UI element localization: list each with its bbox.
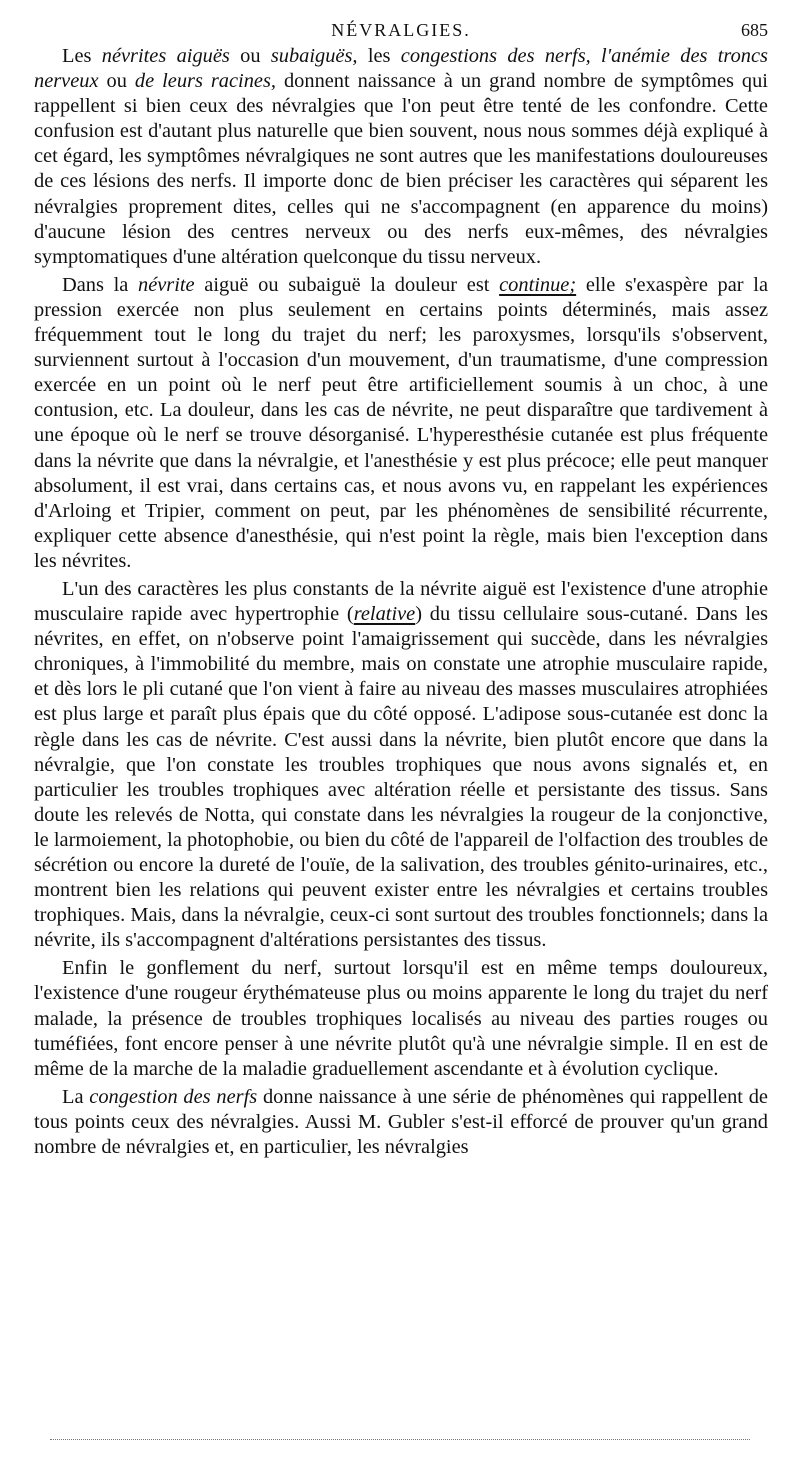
text-run: La xyxy=(62,1085,90,1108)
text-run: ou xyxy=(98,70,135,93)
page-header xyxy=(34,20,768,44)
text-run: l'anémie des troncs nerveux xyxy=(34,45,768,93)
text-run: congestion des nerfs xyxy=(89,1085,258,1108)
text-run: Enfin le gonflement du nerf, surtout lorsqu'il est en même temps douloureux, l'existence d'une rougeur érythémateuse plus ou moins apparente le long du trajet du nerf malade, la présence de troubles trophiques localisés au niveau des parties rouges ou tuméfiées, font encore penser à une névrite plutôt qu'à une névralgie simple. Il en est de même de la marche de la maladie graduellement ascendante et à évolution cyclique. xyxy=(34,957,768,1080)
text-run: de leurs racines, xyxy=(134,70,276,93)
paragraph-1 xyxy=(34,44,768,270)
paragraph-5 xyxy=(34,1085,768,1160)
paragraph-4 xyxy=(34,956,768,1081)
text-run: elle s'exaspère par la pression exercée non plus seulement en certains points déterminés, mais assez fréquemment tout le long du trajet du nerf; les paroxysmes, lorsqu'ils s'observent, surviennent surtout à l'occasion d'un mouvement, d'un traumatisme, d'une compression exercée en un point où le nerf peut être artificiellement soumis à un choc, à une contusion, etc. La douleur, dans les cas de névrite, ne peut disparaître que tardivement à une époque où le nerf se trouve désorganisé. L'hyperesthésie cutanée est plus fréquente dans la névrite que dans la névralgie, et l'anesthésie y est plus précoce; elle peut manquer absolument, il est vrai, dans certains cas, et nous avons vu, en rappelant les expériences d'Arloing et Tripier, comment on peut, par les phénomènes de sensibilité récurrente, expliquer cette absence d'anesthésie, qui n'est point la règle, mais bien l'exception dans les névrites. xyxy=(34,273,768,572)
text-run: relative xyxy=(353,603,416,626)
text-run: ) du tissu cellulaire sous-cutané. Dans les névrites, en effet, on n'observe point l'amaigrissement qui succède, dans les névralgies chroniques, à l'immobilité du membre, mais on constate une atrophie musculaire rapide, et dès lors le pli cutané que l'on vient à faire au niveau des masses musculaires atrophiées est plus large et paraît plus épais que du côté opposé. L'adipose sous-cutanée est donc la règle dans les cas de névrite. C'est aussi dans la névrite, bien plutôt encore que dans la névralgie, que l'on constate les troubles trophiques que nous avons signalés et, en particulier les troubles trophiques avec altération réelle et persistante des tissus. Sans doute les relevés de Notta, qui constate dans les névralgies la rougeur de la conjonctive, le larmoiement, la photophobie, ou bien du côté de l'appareil de l'olfaction des troubles de sécrétion ou encore la dureté de l'ouïe, de la salivation, des troubles génito-urinaires, etc., montrent bien les relations qui peuvent exister entre les névralgies et certains troubles trophiques. Mais, dans la névralgie, ceux-ci sont surtout des troubles fonctionnels; dans la névrite, ils s'accompagnent d'altérations persistantes des tissus. xyxy=(34,603,768,952)
page-number: 685 xyxy=(741,20,768,40)
text-run: Les xyxy=(62,45,102,67)
text-run xyxy=(591,45,601,67)
text-run: aiguë ou subaiguë la douleur est xyxy=(194,273,500,296)
text-run: donne naissance à une série de phénomènes qui rappellent de tous points ceux des névralgies. Aussi M. Gubler s'est-il efforcé de prouver qu'un grand nombre de névralgies et, en particulier, les névralgies xyxy=(34,1085,768,1159)
text-run: L'un des caractères les plus constants de la névrite aiguë est l'existence d'une atrophie musculaire rapide avec hypertrophie ( xyxy=(34,577,768,626)
text-run: subaiguës, xyxy=(270,45,358,67)
paragraph-3 xyxy=(34,577,768,953)
text-run: donnent naissance à un grand nombre de symptômes qui rappellent si bien ceux des névralgies que l'on peut être tenté de les confondre. Cette confusion est d'autant plus naturelle que bien souvent, nous nous sommes déjà expliqué à cet égard, les symptômes névralgiques ne sont autres que les manifestations douloureuses de ces lésions des nerfs. Il importe donc de bien préciser les caractères qui séparent les névralgies proprement dites, celles qui ne s'accompagnent (en apparence du moins) d'aucune lésion des centres nerveux ou des nerfs eux-mêmes, des névralgies symptomatiques d'une altération quelconque du tissu nerveux. xyxy=(34,70,768,268)
running-head: NÉVRALGIES. xyxy=(331,20,471,40)
book-page xyxy=(34,20,768,1160)
bottom-dotted-rule xyxy=(50,1439,750,1442)
text-run: congestions des nerfs, xyxy=(400,45,591,67)
text-run: les xyxy=(357,45,401,67)
text-run: continue; xyxy=(499,273,577,296)
text-run: névrite xyxy=(138,273,195,296)
paragraph-2 xyxy=(34,273,768,574)
body-text xyxy=(34,44,768,1160)
text-run: ou xyxy=(229,45,271,67)
text-run: Dans la xyxy=(62,273,138,296)
text-run: névrites aiguës xyxy=(101,45,230,67)
